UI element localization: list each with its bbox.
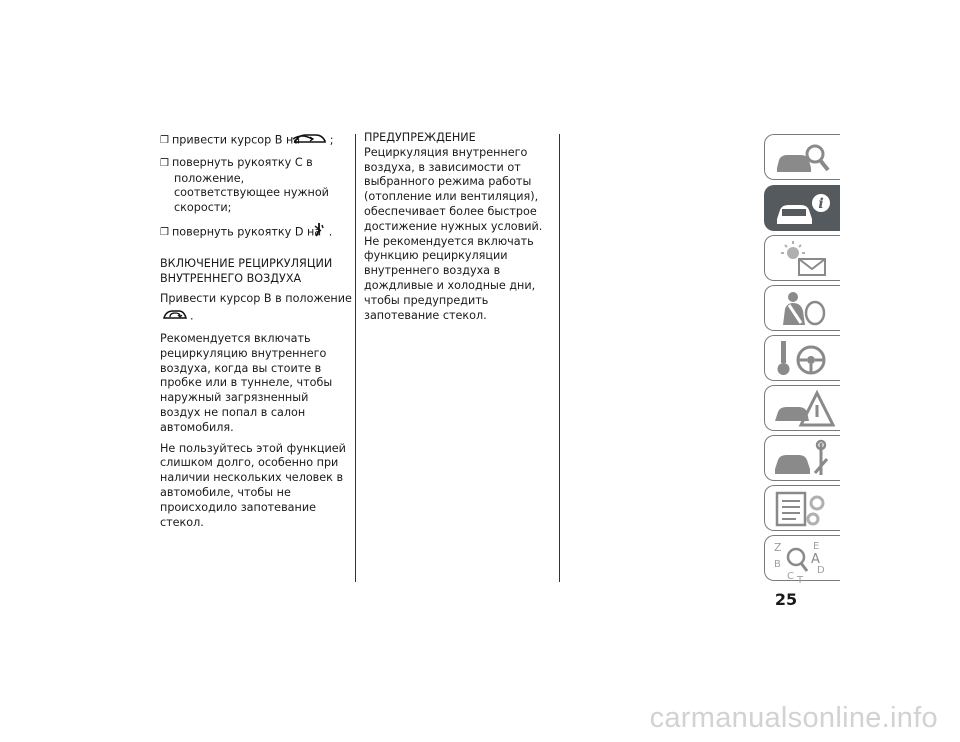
tab-technical-data[interactable] — [764, 485, 840, 531]
svg-text:i: i — [818, 196, 824, 212]
bullet-item-knob-d: ❒ повернуть рукоятку D на . — [160, 222, 352, 243]
tab-car-info[interactable] — [764, 185, 840, 231]
air-recirculation-off-icon — [306, 131, 328, 150]
left-column — [160, 131, 352, 536]
checkbox-bullet-icon: ❒ — [160, 135, 169, 147]
section-heading: ВКЛЮЧЕНИЕ РЕЦИРКУЛЯЦИИ ВНУТРЕННЕГО ВОЗДУХА — [160, 256, 333, 285]
bullet-item-knob-c: ❒ повернуть рукоятку C в положение, соответствующее нужной скорости; — [160, 155, 329, 215]
tab-warning-lights[interactable] — [764, 235, 840, 281]
tab-safety[interactable] — [764, 285, 840, 331]
paragraph-instruction: Привести курсор B в положение . — [160, 292, 352, 326]
checkbox-bullet-icon: ❒ — [160, 227, 169, 239]
index-letter-a: A — [811, 552, 820, 567]
tab-maintenance[interactable] — [764, 435, 840, 481]
checkbox-bullet-icon: ❒ — [160, 157, 169, 169]
column-divider-right — [559, 134, 560, 582]
warning-paragraph: ПРЕДУПРЕЖДЕНИЕ Рециркуляция внутреннего воздуха, в зависимости от выбранного режима работы (отопление или вентиляция), обеспечивает более быстрое достижение нужных условий. Не рекомендуется включать функцию рециркуляции внутреннего воздуха в дождливые и холодные дни, чтобы предупредить запотевание стекол. — [364, 131, 543, 322]
tab-index[interactable] — [764, 535, 840, 581]
index-letter-c: C — [787, 571, 794, 582]
index-letter-t: T — [797, 575, 804, 583]
technical-data-icon — [771, 489, 835, 529]
air-recirculation-on-icon — [162, 307, 188, 326]
car-search-icon — [771, 138, 835, 178]
airbag-seatbelt-icon — [771, 289, 835, 329]
car-wrench-icon — [771, 439, 835, 479]
index-letter-d: D — [817, 565, 825, 576]
middle-column — [364, 131, 554, 329]
index-letter-b: B — [774, 559, 781, 570]
watermark: carmanualsonline.info — [649, 702, 938, 734]
car-info-icon — [771, 189, 835, 229]
column-divider-left — [355, 134, 356, 582]
bullet-item-cursor-b: ❒ привести курсор B на ; — [160, 131, 352, 150]
key-steering-wheel-icon — [771, 339, 835, 379]
tab-car-search[interactable] — [764, 134, 840, 180]
tab-starting-driving[interactable] — [764, 335, 840, 381]
paragraph-caution: Не пользуйтесь этой функцией слишком долго, особенно при наличии нескольких человек в автомобиле, чтобы не происходило запотевание стекол. — [160, 441, 346, 529]
index-letter-e: E — [813, 541, 820, 552]
alphabetical-index-icon — [771, 539, 835, 583]
paragraph-recommendation: Рекомендуется включать рециркуляцию внутреннего воздуха, когда вы стоите в пробке или в туннеле, чтобы наружный загрязненный воздух не попал в салон автомобиля. — [160, 331, 333, 434]
index-letter-z: Z — [774, 541, 782, 554]
page-number: 25 — [774, 590, 798, 609]
warning-light-message-icon — [771, 239, 835, 279]
car-warning-triangle-icon — [771, 389, 835, 429]
tab-emergency[interactable] — [764, 385, 840, 431]
